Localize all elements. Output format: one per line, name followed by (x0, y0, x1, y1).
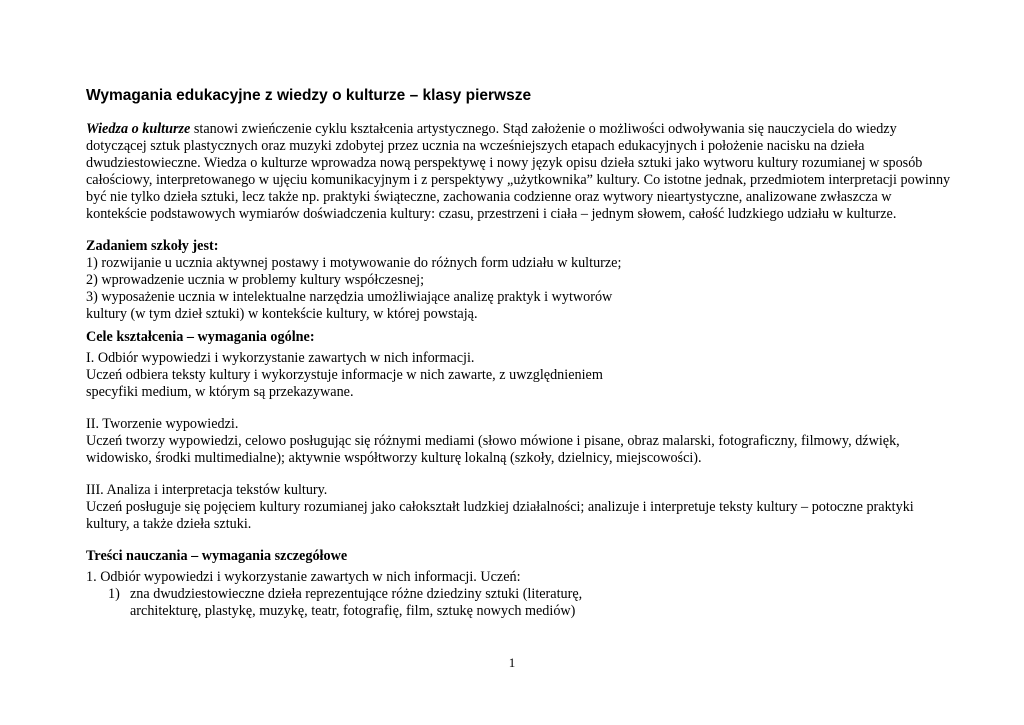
goal-line: III. Analiza i interpretacja tekstów kultury. (86, 482, 328, 498)
intro-emphasis: Wiedza o kulturze (86, 121, 191, 137)
content-subitem-text: zna dwudziestowieczne dzieła reprezentujące różne dziedziny sztuki (literaturę, (130, 586, 583, 602)
spacer (86, 223, 986, 238)
goal-line: widowisko, środki multimedialne); aktywnie współtworzy kulturę lokalną (szkoły, dzielnicy, miejscowości). (86, 450, 702, 466)
content-subitem (86, 586, 986, 603)
intro-line: kontekście podstawowych wymiarów doświadczenia kultury: czasu, przestrzeni i ciała – jednym słowem, całość ludzkiego udziału w kulturze. (86, 206, 897, 222)
intro-line (86, 121, 986, 138)
goal-line: II. Tworzenie wypowiedzi. (86, 416, 239, 432)
intro-line: być nie tylko dzieła sztuki, lecz także np. praktyki świąteczne, zachowania codzienne oraz wytwory nieartystyczne, analizowane zwłaszcza w (86, 189, 892, 205)
goal-line: Uczeń odbiera teksty kultury i wykorzystuje informacje w nich zawarte, z uwzględnieniem (86, 367, 603, 383)
task-item: 3) wyposażenie ucznia w intelektualne narzędzia umożliwiające analizę praktyk i wytworów (86, 289, 613, 305)
page-number: 1 (508, 655, 516, 670)
goal-line: specyfiki medium, w którym są przekazywane. (86, 384, 354, 400)
goals-section (86, 329, 986, 533)
spacer (86, 401, 986, 416)
school-tasks-section (86, 238, 986, 323)
content-subitem-continuation: architekturę, plastykę, muzykę, teatr, fotografię, film, sztukę nowych mediów) (130, 603, 576, 619)
document-body (86, 121, 986, 620)
goal-line: I. Odbiór wypowiedzi i wykorzystanie zawartych w nich informacji. (86, 350, 475, 366)
content-section (86, 548, 986, 620)
content-heading: Treści nauczania – wymagania szczegółowe (86, 548, 348, 564)
intro-line-rest: stanowi zwieńczenie cyklu kształcenia artystycznego. Stąd założenie o możliwości odwoływania się nauczyciela do wiedzy (190, 121, 897, 137)
goal-line: kultury, a także dzieła sztuki. (86, 516, 252, 532)
goals-heading: Cele kształcenia – wymagania ogólne: (86, 329, 315, 345)
spacer (86, 467, 986, 482)
task-item: kultury (w tym dzieł sztuki) w kontekście kultury, w której powstają. (86, 306, 478, 322)
content-subitem-number: 1) (108, 586, 120, 602)
document-title: Wymagania edukacyjne z wiedzy o kulturze – klasy pierwsze (86, 87, 532, 104)
task-item: 1) rozwijanie u ucznia aktywnej postawy i motywowanie do różnych form udziału w kulturze; (86, 255, 622, 271)
task-item: 2) wprowadzenie ucznia w problemy kultury współczesnej; (86, 272, 425, 288)
goal-line: Uczeń posługuje się pojęciem kultury rozumianej jako całokształt ludzkiej działalności; analizuje i interpretuje teksty kultury – potoczne praktyki (86, 499, 914, 515)
goal-line: Uczeń tworzy wypowiedzi, celowo posługując się różnymi mediami (słowo mówione i pisane, obraz malarski, fotograficzny, filmowy, dźwięk, (86, 433, 900, 449)
intro-line: całościowy, interpretowanego w ujęciu komunikacyjnym i z perspektywy „użytkownika” kultury. Co istotne jednak, przedmiotem interpretacji powinny (86, 172, 951, 188)
school-tasks-heading: Zadaniem szkoły jest: (86, 238, 219, 254)
spacer (86, 533, 986, 548)
intro-paragraph (86, 121, 986, 223)
content-item: 1. Odbiór wypowiedzi i wykorzystanie zawartych w nich informacji. Uczeń: (86, 569, 521, 585)
intro-line: dwudziestowieczne. Wiedza o kulturze wprowadza nową perspektywę i nowy język opisu dzieła sztuki jako wytworu kultury rozumianej w sposób (86, 155, 923, 171)
intro-line: dotyczącej sztuk plastycznych oraz muzyki zdobytej przez ucznia na wcześniejszych etapach edukacyjnych i położenie nacisku na dzieła (86, 138, 865, 154)
